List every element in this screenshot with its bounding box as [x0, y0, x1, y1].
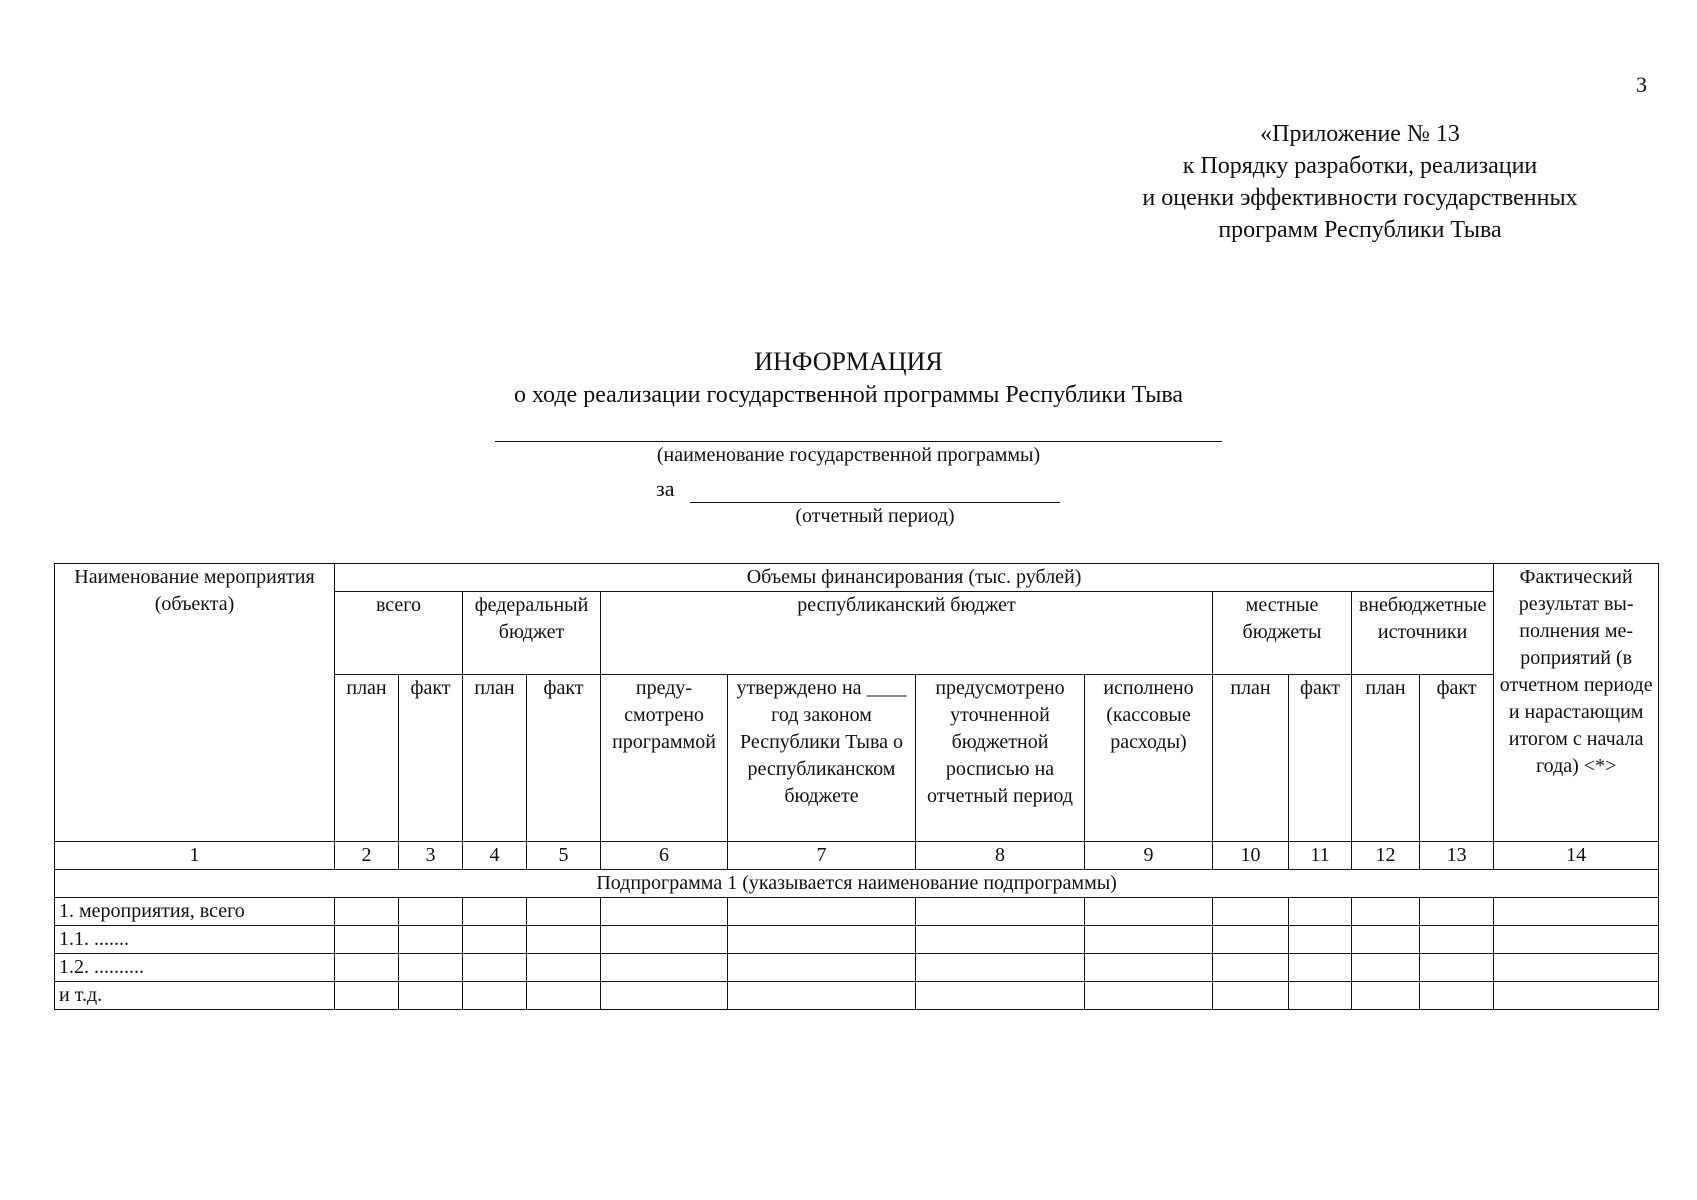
report-table: [54, 563, 1659, 1010]
column-number: 3: [399, 842, 463, 870]
table-cell: [1213, 926, 1289, 954]
column-numbers-row: [55, 842, 1659, 870]
row-name: 1.1. .......: [55, 926, 335, 954]
table-cell: [463, 954, 527, 982]
table-cell: [335, 926, 399, 954]
table-cell: [1289, 982, 1352, 1010]
table-cell: [1289, 926, 1352, 954]
table-cell: [601, 982, 728, 1010]
table-cell: [1352, 982, 1420, 1010]
table-cell: [527, 982, 601, 1010]
table-cell: [1085, 926, 1213, 954]
column-number: 10: [1213, 842, 1289, 870]
column-number: 12: [1352, 842, 1420, 870]
table-cell: [728, 898, 916, 926]
table-cell: [1420, 954, 1494, 982]
table-cell: [916, 898, 1085, 926]
header-row-1: [55, 564, 1659, 592]
table-cell: [1213, 898, 1289, 926]
header-local: местные бюджеты: [1213, 592, 1352, 675]
table-cell: [399, 954, 463, 982]
table-cell: [1494, 954, 1659, 982]
column-number: 1: [55, 842, 335, 870]
header-republic-executed: исполнено (кассовые расходы): [1085, 675, 1213, 842]
table-cell: [1494, 926, 1659, 954]
period-line: [690, 502, 1060, 503]
header-offbudget: внебюджетные источники: [1352, 592, 1494, 675]
table-cell: [1420, 926, 1494, 954]
table-cell: [601, 954, 728, 982]
table-cell: [728, 926, 916, 954]
table-cell: [1289, 954, 1352, 982]
column-number: 6: [601, 842, 728, 870]
subprogram-title: Подпрограмма 1 (указывается наименование подпрограммы): [55, 870, 1659, 898]
header-local-plan: план: [1213, 675, 1289, 842]
table-cell: [1213, 982, 1289, 1010]
program-name-caption: (наименование государственной программы): [656, 444, 1041, 466]
table-cell: [916, 926, 1085, 954]
column-number: 11: [1289, 842, 1352, 870]
page-number: 3: [1636, 72, 1647, 97]
table-cell: [527, 954, 601, 982]
row-name: 1. мероприятия, всего: [55, 898, 335, 926]
column-number: 4: [463, 842, 527, 870]
table-cell: [1420, 898, 1494, 926]
table-cell: [1289, 898, 1352, 926]
table-cell: [335, 954, 399, 982]
header-local-fact: факт: [1289, 675, 1352, 842]
subprogram-row: [55, 870, 1659, 898]
header-result-col: Фактический результат выполнения мероприятий (в отчетном периоде и нарастающим итогом с начала года) <*>: [1494, 564, 1659, 842]
header-total: всего: [335, 592, 463, 675]
table-cell: [1352, 898, 1420, 926]
table-cell: [399, 982, 463, 1010]
header-republic-provided: предусмотрено программой: [601, 675, 728, 842]
document-subtitle: о ходе реализации государственной программы Республики Тыва: [513, 382, 1184, 408]
table-cell: [527, 898, 601, 926]
document-title: ИНФОРМАЦИЯ: [754, 347, 943, 376]
table-cell: [463, 898, 527, 926]
header-republic-approved: утверждено на ____ год законом Республики Тыва о республиканском бюджете: [728, 675, 916, 842]
column-number: 14: [1494, 842, 1659, 870]
header-funding-group: Объемы финансирования (тыс. рублей): [335, 564, 1494, 592]
period-caption: (отчетный период): [795, 505, 955, 527]
table-cell: [335, 898, 399, 926]
table-cell: [1085, 898, 1213, 926]
column-number: 5: [527, 842, 601, 870]
table-cell: [1352, 926, 1420, 954]
appendix-line-2: к Порядку разработки, реализации: [1182, 153, 1538, 179]
row-name: и т.д.: [55, 982, 335, 1010]
column-number: 9: [1085, 842, 1213, 870]
table-cell: [1494, 898, 1659, 926]
table-cell: [601, 898, 728, 926]
table-cell: [527, 926, 601, 954]
header-federal: федеральный бюджет: [463, 592, 601, 675]
table-cell: [601, 926, 728, 954]
column-number: 2: [335, 842, 399, 870]
table-cell: [399, 926, 463, 954]
period-prefix: за: [656, 476, 675, 501]
table-cell: [1352, 954, 1420, 982]
header-offbudget-fact: факт: [1420, 675, 1494, 842]
header-federal-fact: факт: [527, 675, 601, 842]
table-cell: [1213, 954, 1289, 982]
table-cell: [1494, 982, 1659, 1010]
header-republic-refined: предусмотрено уточненной бюджетной росписью на отчетный период: [916, 675, 1085, 842]
header-offbudget-plan: план: [1352, 675, 1420, 842]
appendix-line-4: программ Республики Тыва: [1218, 217, 1502, 243]
table-cell: [1420, 982, 1494, 1010]
program-name-line: [495, 441, 1222, 442]
column-number: 13: [1420, 842, 1494, 870]
table-cell: [463, 982, 527, 1010]
table-cell: [916, 982, 1085, 1010]
appendix-header: [1080, 118, 1640, 246]
column-number: 8: [916, 842, 1085, 870]
table-cell: [916, 954, 1085, 982]
table-row: [55, 926, 1659, 954]
header-name-col: Наименование мероприятия (объекта): [55, 564, 335, 842]
table-row: [55, 982, 1659, 1010]
table-row: [55, 898, 1659, 926]
table-cell: [728, 982, 916, 1010]
header-total-plan: план: [335, 675, 399, 842]
title-block: [0, 345, 1697, 411]
appendix-line-3: и оценки эффективности государственных: [1142, 185, 1578, 211]
header-federal-plan: план: [463, 675, 527, 842]
table-cell: [728, 954, 916, 982]
header-republic: республиканский бюджет: [601, 592, 1213, 675]
table-row: [55, 954, 1659, 982]
table-cell: [335, 982, 399, 1010]
appendix-line-1: «Приложение № 13: [1260, 121, 1460, 147]
table-cell: [1085, 954, 1213, 982]
header-total-fact: факт: [399, 675, 463, 842]
column-number: 7: [728, 842, 916, 870]
table-cell: [399, 898, 463, 926]
table-cell: [463, 926, 527, 954]
table-cell: [1085, 982, 1213, 1010]
row-name: 1.2. ..........: [55, 954, 335, 982]
